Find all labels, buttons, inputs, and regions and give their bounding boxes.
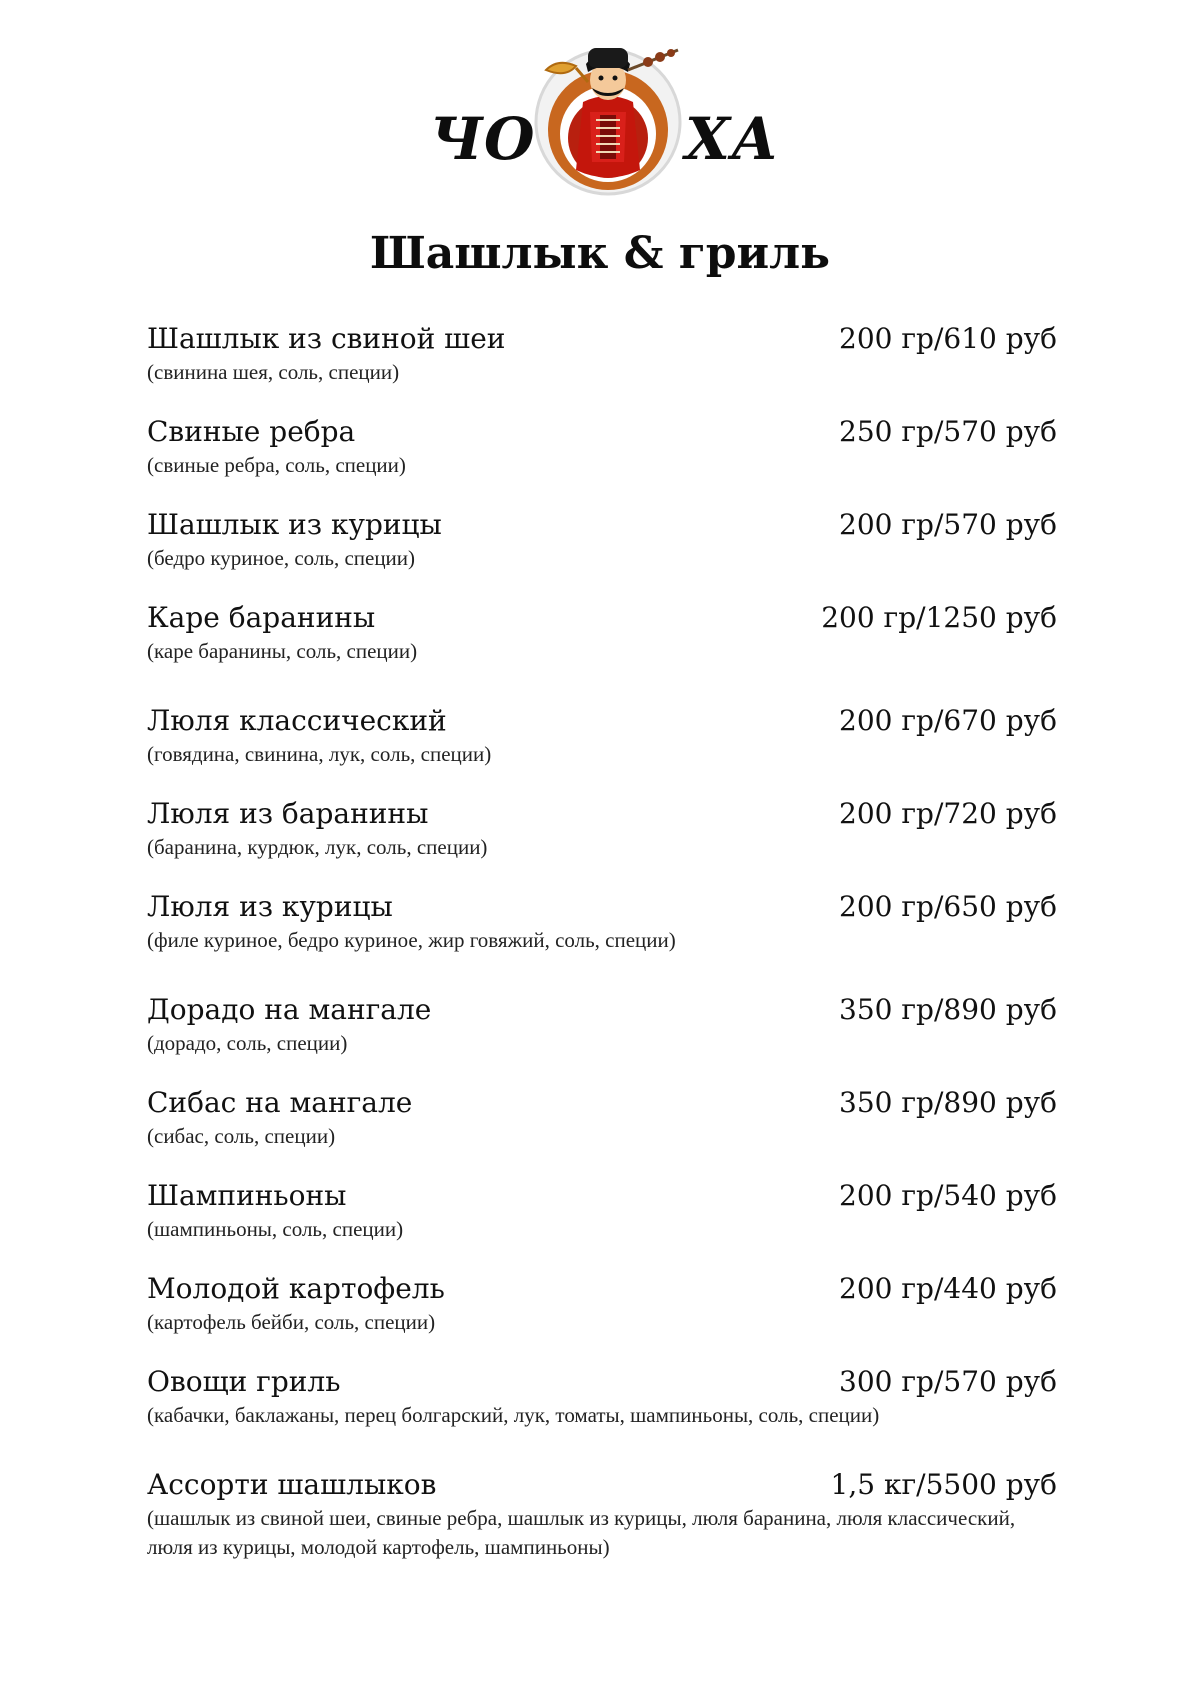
- item-price: 200 гр/570 руб: [839, 508, 1057, 541]
- item-name: Каре баранины: [147, 601, 376, 634]
- item-name: Люля из баранины: [147, 797, 429, 830]
- item-price: 250 гр/570 руб: [839, 415, 1057, 448]
- item-name: Молодой картофель: [147, 1272, 445, 1305]
- menu-item: [147, 508, 1057, 573]
- menu-item: [147, 1365, 1057, 1430]
- item-description: (каре баранины, соль, специи): [147, 639, 418, 663]
- item-description: (картофель бейби, соль, специи): [147, 1310, 436, 1334]
- item-description: (свинина шея, соль, специи): [147, 360, 400, 384]
- item-description: (шашлык из свиной шеи, свиные ребра, шашлык из курицы, люля баранина, люля классический, люля из курицы, молодой картофель, шампиньоны): [147, 1506, 1016, 1559]
- item-name: Овощи гриль: [147, 1365, 341, 1398]
- item-name: Люля классический: [147, 704, 447, 737]
- item-description: (филе куриное, бедро куриное, жир говяжий, соль, специи): [147, 928, 676, 952]
- item-price: 1,5 кг/5500 руб: [830, 1468, 1057, 1501]
- item-price: 200 гр/1250 руб: [821, 601, 1057, 634]
- item-name: Ассорти шашлыков: [147, 1468, 437, 1501]
- logo-text-right: ХА: [685, 105, 780, 173]
- item-name: Шашлык из курицы: [147, 508, 442, 541]
- item-description: (бедро куриное, соль, специи): [147, 546, 416, 570]
- menu-item: [147, 797, 1057, 862]
- item-description: (свиные ребра, соль, специи): [147, 453, 406, 477]
- item-price: 200 гр/720 руб: [839, 797, 1057, 830]
- item-name: Сибас на мангале: [147, 1086, 413, 1119]
- menu-item: [147, 601, 1057, 666]
- item-description: (дорадо, соль, специи): [147, 1031, 348, 1055]
- item-description: (баранина, курдюк, лук, соль, специи): [147, 835, 488, 859]
- menu-item: [147, 1468, 1057, 1562]
- item-price: 200 гр/670 руб: [839, 704, 1057, 737]
- item-name: Шампиньоны: [147, 1179, 347, 1212]
- item-price: 350 гр/890 руб: [839, 1086, 1057, 1119]
- item-price: 200 гр/440 руб: [839, 1272, 1057, 1305]
- menu-list: [147, 322, 1057, 1590]
- menu-item: [147, 993, 1057, 1058]
- menu-item: [147, 322, 1057, 387]
- item-description: (кабачки, баклажаны, перец болгарский, лук, томаты, шампиньоны, соль, специи): [147, 1403, 880, 1427]
- menu-item: [147, 1086, 1057, 1151]
- item-price: 200 гр/650 руб: [839, 890, 1057, 923]
- item-description: (говядина, свинина, лук, соль, специи): [147, 742, 492, 766]
- menu-item: [147, 1272, 1057, 1337]
- menu-item: [147, 1179, 1057, 1244]
- item-name: Дорадо на мангале: [147, 993, 432, 1026]
- menu-item: [147, 415, 1057, 480]
- item-price: 350 гр/890 руб: [839, 993, 1057, 1026]
- item-price: 200 гр/610 руб: [839, 322, 1057, 355]
- item-name: Люля из курицы: [147, 890, 393, 923]
- logo-text-left: ЧО: [430, 105, 536, 173]
- page-title: Шашлык & гриль: [369, 228, 831, 279]
- item-description: (сибас, соль, специи): [147, 1124, 336, 1148]
- chef-emblem-icon: [528, 30, 688, 200]
- item-name: Свиные ребра: [147, 415, 356, 448]
- item-description: (шампиньоны, соль, специи): [147, 1217, 404, 1241]
- item-name: Шашлык из свиной шеи: [147, 322, 506, 355]
- item-price: 300 гр/570 руб: [839, 1365, 1057, 1398]
- menu-item: [147, 890, 1057, 955]
- menu-item: [147, 704, 1057, 769]
- restaurant-logo: [420, 30, 800, 200]
- item-price: 200 гр/540 руб: [839, 1179, 1057, 1212]
